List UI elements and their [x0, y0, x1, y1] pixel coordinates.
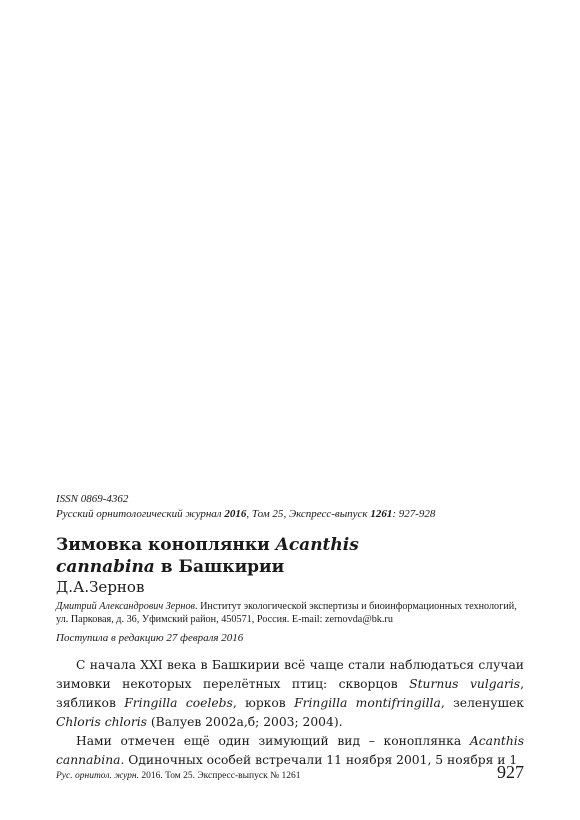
body-text: (Валуев 2002а,б; 2003; 2004). — [146, 715, 343, 729]
affiliation-name: Дмитрий Александрович Зернов — [56, 601, 195, 612]
footer-issue-info: 2016. Том 25. Экспресс-выпуск № 1261 — [138, 771, 301, 781]
species-name: Sturnus vulgaris — [409, 677, 521, 691]
affiliation-text: . Институт экологической экспертизы и биоинформационных технологий, ул. Парковая, д. 36, Уфимский район, 450571, Россия. E-mail: zernovda@bk.ru — [56, 601, 517, 625]
journal-citation-line: Русский орнитологический журнал 2016, Том 25, Экспресс-выпуск 1261: 927-928 — [56, 508, 436, 520]
page-number: 927 — [497, 762, 524, 782]
body-text: , зябликов — [56, 677, 525, 710]
title-latin-species: cannabina — [56, 557, 155, 577]
species-name: Fringilla montifringilla — [294, 696, 441, 710]
issn-block — [56, 492, 536, 522]
species-name: Acanthis cannabina — [56, 734, 524, 767]
title-text: Зимовка коноплянки — [56, 535, 276, 555]
author-name: Д.А.Зернов — [56, 578, 145, 596]
issue-number: 1261 — [370, 508, 393, 520]
body-paragraph — [56, 732, 524, 770]
running-footer — [56, 770, 301, 782]
received-date: Поступила в редакцию 27 февраля 2016 — [56, 632, 244, 644]
body-text: Нами отмечен ещё один зимующий вид – коноплянка — [76, 734, 470, 748]
title-latin-genus: Acanthis — [275, 535, 359, 555]
title-text-end: в Башкирии — [154, 557, 285, 577]
body-text: , зеленушек — [440, 696, 524, 710]
author-affiliation — [56, 600, 526, 626]
journal-year: 2016 — [224, 508, 247, 520]
body-text: , юрков — [232, 696, 295, 710]
issue-label: Экспресс-выпуск — [288, 508, 368, 520]
species-name: Fringilla coelebs — [124, 696, 233, 710]
footer-journal-abbr: Рус. орнитол. журн. — [56, 771, 139, 781]
body-paragraph — [56, 656, 524, 732]
article-title — [56, 534, 536, 578]
issn-line: ISSN 0869-4362 — [56, 493, 129, 505]
page-range: 927-928 — [398, 508, 436, 520]
species-name: Chloris chloris — [56, 715, 147, 729]
article-body — [56, 656, 524, 770]
body-text: . Одиночных особей встречали 11 ноября 2001, 5 ноября и 1 — [120, 753, 518, 767]
journal-name: Русский орнитологический журнал — [56, 508, 222, 520]
journal-volume: Том 25 — [251, 508, 284, 520]
body-text: С начала XXI века в Башкирии всё чаще стали наблюдаться случаи зимовки некоторых перелётных птиц: скворцов — [56, 658, 524, 691]
